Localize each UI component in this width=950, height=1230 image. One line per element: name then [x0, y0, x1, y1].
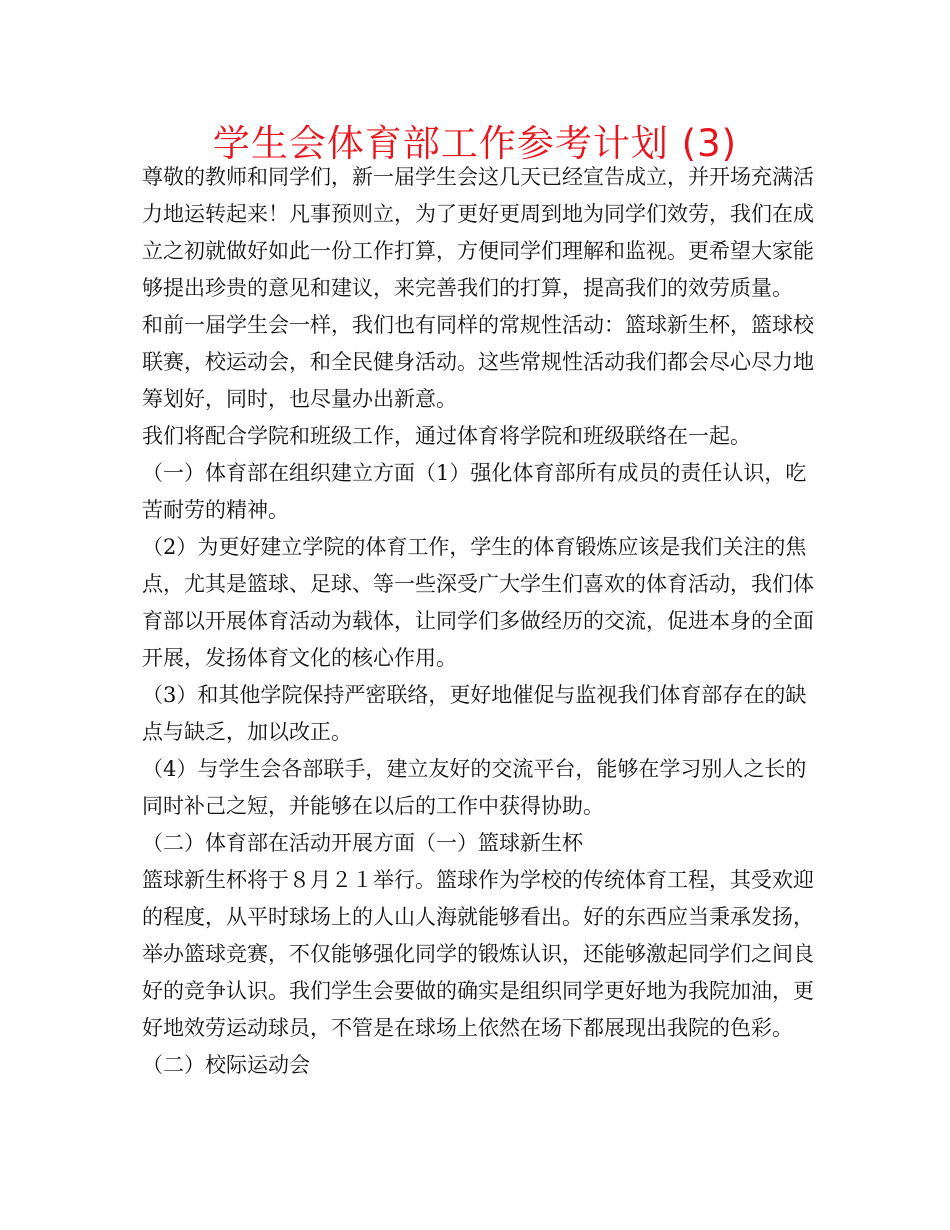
- paragraph-organization-1: （一）体育部在组织建立方面（1）强化体育部所有成员的责任认识，吃苦耐劳的精神。: [142, 461, 807, 522]
- paragraph-organization-3: （3）和其他学院保持严密联络，更好地催促与监视我们体育部存在的缺点与缺乏，加以改正。: [142, 683, 807, 744]
- document-body: [142, 159, 817, 1084]
- section-heading-activities: （二）体育部在活动开展方面（一）篮球新生杯: [142, 831, 583, 855]
- paragraph-organization-4: （4）与学生会各部联手，建立友好的交流平台，能够在学习别人之长的同时补己之短，并能够在以后的工作中获得协助。: [142, 757, 807, 818]
- paragraph-basketball-cup: 篮球新生杯将于８月２１举行。篮球作为学校的传统体育工程，其受欢迎的程度，从平时球场上的人山人海就能够看出。好的东西应当秉承发扬，举办篮球竞赛，不仅能够强化同学的锻炼认识，还能够激起同学们之间良好的竞争认识。我们学生会要做的确实是组织同学更好地为我院加油，更好地效劳运动球员，不管是在球场上依然在场下都展现出我院的色彩。: [142, 868, 814, 1040]
- paragraph-organization-2: （2）为更好建立学院的体育工作，学生的体育锻炼应该是我们关注的焦点，尤其是篮球、足球、等一些深受广大学生们喜欢的体育活动，我们体育部以开展体育活动为载体，让同学们多做经历的交流，促进本身的全面开展，发扬体育文化的核心作用。: [142, 535, 814, 670]
- paragraph-intro: 尊敬的教师和同学们，新一届学生会这几天已经宣告成立，并开场充满活力地运转起来！凡事预则立，为了更好更周到地为同学们效劳，我们在成立之初就做好如此一份工作打算，方便同学们理解和监视。更希望大家能够提出珍贵的意见和建议，来完善我们的打算，提高我们的效劳质量。 和前一届学生会一样，我们也有同样的常规性活动：篮球新生杯，篮球校联赛，校运动会，和全民健身活动。这些常规性活动我们都会尽心尽力地筹划好，同时，也尽量办出新意。: [142, 165, 814, 411]
- paragraph-cooperation: 我们将配合学院和班级工作，通过体育将学院和班级联络在一起。: [142, 424, 751, 448]
- section-heading-sports-meet: （二）校际运动会: [142, 1053, 310, 1077]
- document-title: 学生会体育部工作参考计划 (3): [212, 122, 738, 165]
